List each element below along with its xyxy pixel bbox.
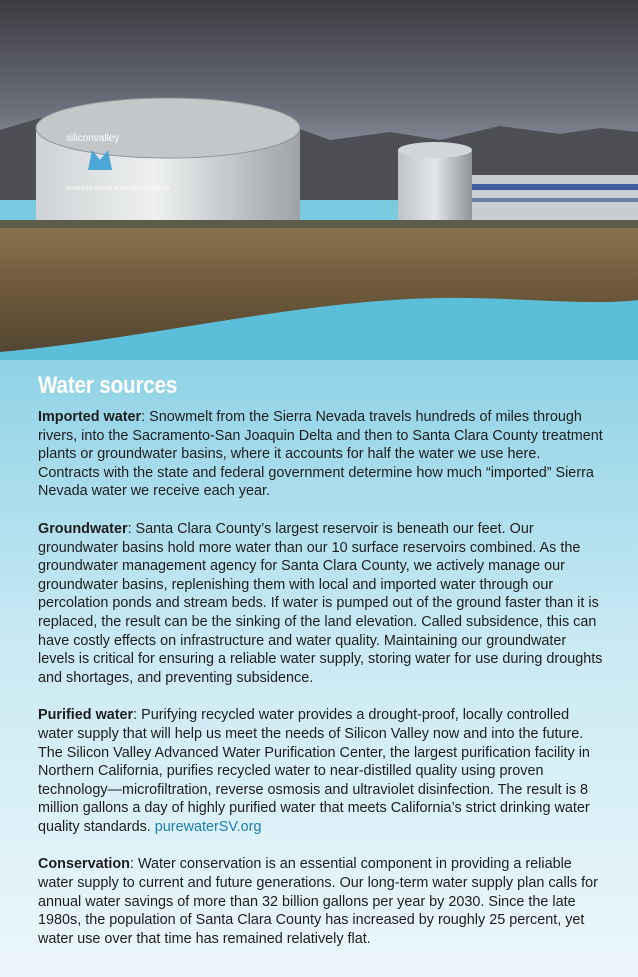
facility-photo-illustration <box>0 0 638 360</box>
conservation-lead: Conservation <box>38 856 130 873</box>
paragraph-purified-water <box>38 706 604 836</box>
hero-photo <box>0 0 638 360</box>
paragraph-groundwater <box>38 520 604 687</box>
building-right <box>458 175 638 220</box>
purewater-link[interactable]: purewaterSV.org <box>154 818 262 835</box>
paragraph-conservation <box>38 855 604 948</box>
tank-logo-text: siliconvalley <box>66 133 120 144</box>
section-heading: Water sources <box>38 372 178 399</box>
purified-water-body: : Purifying recycled water provides a drought-proof, locally controlled water supply that will help us meet the needs of Silicon Valley now and into the future. The Silicon Valley Advanced Water Purification Center, the largest purification facility in Northern California, purifies recycled water to near-distilled quality using proven technology—microfiltration, reverse osmosis and ultraviolet disinfection. The result is 8 million gallons a day of highly purified water that meets California’s strict drinking water quality standards. <box>38 707 590 835</box>
groundwater-lead: Groundwater <box>38 520 128 537</box>
paragraph-imported-water <box>38 408 604 501</box>
water-sources-section <box>38 372 604 967</box>
conservation-body: : Water conservation is an essential component in providing a reliable water supply to current and future generations. Our long-term water supply plan calls for annual water savings of more than 32 billion gallons per year by 2030. Since the late 1980s, the population of Santa Clara County has increased by roughly 25 percent, yet water use over that time has remained relatively flat. <box>38 856 598 947</box>
tank-caption-text: ADVANCED WATER PURIFICATION CENTER <box>66 186 171 192</box>
imported-water-lead: Imported water <box>38 409 142 425</box>
imported-water-body: : Snowmelt from the Sierra Nevada travels hundreds of miles through rivers, into the Sacramento-San Joaquin Delta and then to Santa Clara County treatment plants or groundwater basins, where it accounts for half the water we use here. Contracts with the state and federal government determine how much “imported” Sierra Nevada water we receive each year. <box>38 409 603 500</box>
small-tank <box>398 150 472 220</box>
groundwater-body: : Santa Clara County’s largest reservoir is beneath our feet. Our groundwater basins hold more water than our 10 surface reservoirs combined. As the groundwater management agency for Santa Clara County, we actively manage our groundwater basins, replenishing them with local and imported water through our percolation ponds and stream beds. If water is pumped out of the ground faster than it is replaced, the result can be the sinking of the land elevation. Called subsidence, this can have costly effects on infrastructure and water quality. Maintaining our groundwater levels is critical for ensuring a reliable water supply, storing water for use during droughts and shortages, and preventing subsidence. <box>38 520 603 686</box>
purified-water-lead: Purified water <box>38 707 134 724</box>
